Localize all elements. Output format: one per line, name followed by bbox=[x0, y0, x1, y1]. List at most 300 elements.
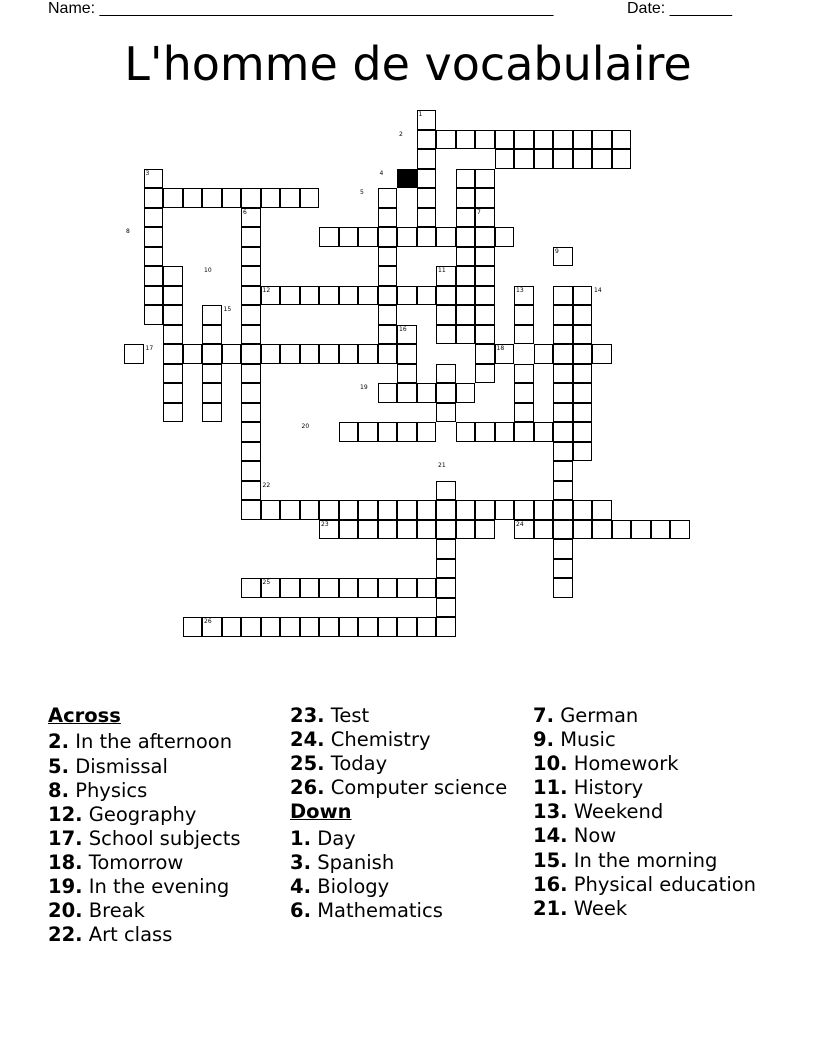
crossword-cell[interactable] bbox=[183, 617, 203, 637]
crossword-cell[interactable] bbox=[475, 130, 495, 150]
crossword-cell[interactable] bbox=[163, 266, 183, 286]
clue-number-23: 23 bbox=[321, 520, 329, 528]
crossword-cell[interactable] bbox=[339, 500, 359, 520]
clue-number-15: 15 bbox=[223, 306, 232, 313]
crossword-cell[interactable] bbox=[241, 227, 261, 247]
crossword-cell[interactable] bbox=[417, 149, 437, 169]
crossword-cell[interactable] bbox=[202, 383, 222, 403]
crossword-cell[interactable] bbox=[573, 520, 593, 540]
crossword-cell[interactable] bbox=[553, 364, 573, 384]
crossword-cell[interactable] bbox=[144, 169, 164, 189]
crossword-cell[interactable] bbox=[553, 539, 573, 559]
crossword-cell[interactable] bbox=[436, 266, 456, 286]
crossword-cell[interactable] bbox=[612, 149, 632, 169]
crossword-cell[interactable] bbox=[202, 325, 222, 345]
crossword-cell[interactable] bbox=[144, 286, 164, 306]
crossword-cell[interactable] bbox=[397, 286, 417, 306]
crossword-cell[interactable] bbox=[241, 208, 261, 228]
crossword-cell[interactable] bbox=[417, 520, 437, 540]
crossword-cell[interactable] bbox=[378, 286, 398, 306]
crossword-cell[interactable] bbox=[456, 247, 476, 267]
clue-number-5: 5 bbox=[360, 189, 364, 196]
crossword-cell[interactable] bbox=[456, 422, 476, 442]
crossword-cell[interactable] bbox=[397, 578, 417, 598]
crossword-cell[interactable] bbox=[241, 286, 261, 306]
crossword-cell[interactable] bbox=[573, 325, 593, 345]
clue-down-1: 1. Day bbox=[290, 826, 356, 850]
crossword-cell[interactable] bbox=[202, 188, 222, 208]
crossword-cell[interactable] bbox=[378, 266, 398, 286]
crossword-cell[interactable] bbox=[534, 344, 554, 364]
crossword-cell[interactable] bbox=[514, 520, 534, 540]
crossword-cell[interactable] bbox=[202, 344, 222, 364]
crossword-cell[interactable] bbox=[300, 344, 320, 364]
clue-number-6: 6 bbox=[243, 208, 247, 216]
crossword-cell[interactable] bbox=[592, 520, 612, 540]
clue-number-13: 13 bbox=[516, 286, 524, 294]
crossword-cell[interactable] bbox=[553, 461, 573, 481]
crossword-cell[interactable] bbox=[592, 500, 612, 520]
crossword-cell[interactable] bbox=[475, 286, 495, 306]
crossword-cell[interactable] bbox=[241, 617, 261, 637]
crossword-cell[interactable] bbox=[417, 617, 437, 637]
crossword-cell[interactable] bbox=[534, 520, 554, 540]
clue-number-20: 20 bbox=[301, 423, 310, 430]
clue-column-1 bbox=[48, 704, 280, 947]
clue-number-14: 14 bbox=[594, 286, 602, 294]
crossword-cell[interactable] bbox=[358, 344, 378, 364]
clue-down-14: 14. Now bbox=[533, 824, 617, 848]
clue-across-26: 26. Computer science bbox=[290, 776, 508, 800]
crossword-cell[interactable] bbox=[436, 305, 456, 325]
crossword-cell[interactable] bbox=[339, 422, 359, 442]
crossword-cell[interactable] bbox=[495, 344, 515, 364]
crossword-cell[interactable] bbox=[300, 500, 320, 520]
crossword-cell[interactable] bbox=[592, 130, 612, 150]
crossword-cell[interactable] bbox=[573, 149, 593, 169]
crossword-cell[interactable] bbox=[514, 130, 534, 150]
clue-down-3: 3. Spanish bbox=[290, 850, 395, 874]
clue-number-18: 18 bbox=[496, 345, 505, 352]
crossword-cell[interactable] bbox=[475, 266, 495, 286]
crossword-cell[interactable] bbox=[417, 208, 437, 228]
crossword-cell[interactable] bbox=[553, 149, 573, 169]
crossword-cell[interactable] bbox=[241, 442, 261, 462]
crossword-cell[interactable] bbox=[222, 617, 242, 637]
crossword-cell[interactable] bbox=[436, 325, 456, 345]
crossword-cell[interactable] bbox=[495, 149, 515, 169]
crossword-cell[interactable] bbox=[397, 364, 417, 384]
crossword-cell[interactable] bbox=[436, 286, 456, 306]
crossword-cell[interactable] bbox=[456, 520, 476, 540]
crossword-cell[interactable] bbox=[456, 227, 476, 247]
crossword-cell[interactable] bbox=[378, 617, 398, 637]
crossword-cell[interactable] bbox=[378, 422, 398, 442]
clue-number-1: 1 bbox=[418, 111, 423, 118]
crossword-cell[interactable] bbox=[163, 305, 183, 325]
crossword-cell[interactable] bbox=[319, 344, 339, 364]
crossword-cell[interactable] bbox=[397, 383, 417, 403]
crossword-cell[interactable] bbox=[417, 227, 437, 247]
crossword-cell[interactable] bbox=[378, 578, 398, 598]
crossword-cell[interactable] bbox=[475, 344, 495, 364]
crossword-cell[interactable] bbox=[319, 500, 339, 520]
crossword-cell[interactable] bbox=[651, 520, 671, 540]
crossword-cell[interactable] bbox=[397, 500, 417, 520]
crossword-cell[interactable] bbox=[456, 383, 476, 403]
crossword-cell[interactable] bbox=[163, 383, 183, 403]
crossword-cell[interactable] bbox=[553, 422, 573, 442]
crossword-cell[interactable] bbox=[222, 188, 242, 208]
crossword-cell[interactable] bbox=[358, 286, 378, 306]
crossword-cell[interactable] bbox=[553, 403, 573, 423]
crossword-cell[interactable] bbox=[378, 227, 398, 247]
crossword-cell[interactable] bbox=[339, 286, 359, 306]
crossword-cell[interactable] bbox=[456, 266, 476, 286]
name-field-label[interactable]: Name: ___________________________________________________ bbox=[48, 0, 554, 17]
crossword-cell[interactable] bbox=[553, 344, 573, 364]
clue-number-24: 24 bbox=[516, 520, 524, 528]
crossword-cell[interactable] bbox=[612, 130, 632, 150]
crossword-cell[interactable] bbox=[144, 266, 164, 286]
crossword-cell[interactable] bbox=[553, 559, 573, 579]
crossword-cell[interactable] bbox=[456, 500, 476, 520]
crossword-cell[interactable] bbox=[495, 227, 515, 247]
crossword-cell[interactable] bbox=[436, 578, 456, 598]
crossword-cell[interactable] bbox=[553, 286, 573, 306]
crossword-cell[interactable] bbox=[378, 383, 398, 403]
crossword-cell[interactable] bbox=[436, 539, 456, 559]
crossword-cell[interactable] bbox=[144, 188, 164, 208]
crossword-cell[interactable] bbox=[319, 227, 339, 247]
crossword-cell[interactable] bbox=[183, 188, 203, 208]
crossword-cell[interactable] bbox=[319, 520, 339, 540]
clue-number-8: 8 bbox=[126, 228, 130, 235]
page-title: L'homme de vocabulaire bbox=[124, 37, 692, 91]
crossword-cell[interactable] bbox=[417, 578, 437, 598]
crossword-cell[interactable] bbox=[475, 520, 495, 540]
crossword-cell[interactable] bbox=[144, 227, 164, 247]
crossword-cell[interactable] bbox=[553, 305, 573, 325]
clue-number-21: 21 bbox=[438, 462, 446, 469]
crossword-cell[interactable] bbox=[475, 169, 495, 189]
crossword-cell[interactable] bbox=[436, 403, 456, 423]
crossword-cell[interactable] bbox=[553, 481, 573, 501]
crossword-cell[interactable] bbox=[397, 422, 417, 442]
crossword-cell[interactable] bbox=[514, 286, 534, 306]
clue-down-9: 9. Music bbox=[533, 728, 616, 752]
crossword-cell[interactable] bbox=[436, 130, 456, 150]
crossword-cell[interactable] bbox=[378, 500, 398, 520]
crossword-cell[interactable] bbox=[592, 344, 612, 364]
crossword-cell[interactable] bbox=[241, 403, 261, 423]
crossword-cell[interactable] bbox=[378, 188, 398, 208]
crossword-cell[interactable] bbox=[475, 247, 495, 267]
clue-number-25: 25 bbox=[262, 579, 271, 586]
crossword-cell[interactable] bbox=[514, 383, 534, 403]
crossword-cell[interactable] bbox=[163, 364, 183, 384]
crossword-cell[interactable] bbox=[514, 500, 534, 520]
clue-number-12: 12 bbox=[262, 286, 271, 294]
crossword-cell[interactable] bbox=[495, 130, 515, 150]
crossword-cell[interactable] bbox=[397, 617, 417, 637]
crossword-cell[interactable] bbox=[358, 227, 378, 247]
crossword-cell[interactable] bbox=[280, 344, 300, 364]
crossword-cell[interactable] bbox=[417, 169, 437, 189]
crossword-cell[interactable] bbox=[495, 500, 515, 520]
crossword-cell[interactable] bbox=[456, 286, 476, 306]
crossword-cell[interactable] bbox=[144, 208, 164, 228]
crossword-cell[interactable] bbox=[202, 617, 222, 637]
crossword-cell[interactable] bbox=[573, 422, 593, 442]
date-field-label[interactable]: Date: _______ bbox=[627, 0, 732, 17]
crossword-cell[interactable] bbox=[456, 169, 476, 189]
crossword-cell[interactable] bbox=[358, 500, 378, 520]
clue-number-2: 2 bbox=[399, 130, 403, 138]
crossword-cell[interactable] bbox=[280, 617, 300, 637]
crossword-cell[interactable] bbox=[436, 617, 456, 637]
crossword-cell[interactable] bbox=[534, 422, 554, 442]
crossword-cell[interactable] bbox=[514, 149, 534, 169]
clue-down-15: 15. In the morning bbox=[533, 848, 718, 872]
crossword-cell[interactable] bbox=[144, 305, 164, 325]
crossword-cell[interactable] bbox=[378, 305, 398, 325]
crossword-cell[interactable] bbox=[436, 481, 456, 501]
clue-across-17: 17. School subjects bbox=[48, 826, 241, 850]
crossword-cell[interactable] bbox=[261, 286, 281, 306]
crossword-black-cell bbox=[397, 169, 417, 189]
crossword-cell[interactable] bbox=[514, 305, 534, 325]
crossword-cell[interactable] bbox=[553, 130, 573, 150]
crossword-cell[interactable] bbox=[553, 383, 573, 403]
across-heading: Across bbox=[48, 704, 121, 727]
crossword-cell[interactable] bbox=[378, 344, 398, 364]
crossword-cell[interactable] bbox=[397, 520, 417, 540]
crossword-cell[interactable] bbox=[573, 403, 593, 423]
crossword-cell[interactable] bbox=[339, 344, 359, 364]
crossword-cell[interactable] bbox=[573, 500, 593, 520]
crossword-cell[interactable] bbox=[339, 520, 359, 540]
crossword-cell[interactable] bbox=[124, 344, 144, 364]
crossword-cell[interactable] bbox=[475, 208, 495, 228]
crossword-cell[interactable] bbox=[573, 442, 593, 462]
down-heading: Down bbox=[290, 800, 352, 824]
crossword-cell[interactable] bbox=[261, 188, 281, 208]
clue-number-7: 7 bbox=[477, 208, 481, 216]
crossword-cell[interactable] bbox=[514, 325, 534, 345]
crossword-cell[interactable] bbox=[163, 286, 183, 306]
clue-across-22: 22. Art class bbox=[48, 923, 173, 947]
clue-across-23: 23. Test bbox=[290, 704, 370, 727]
crossword-cell[interactable] bbox=[456, 305, 476, 325]
crossword-cell[interactable] bbox=[358, 520, 378, 540]
crossword-cell[interactable] bbox=[183, 344, 203, 364]
crossword-cell[interactable] bbox=[300, 617, 320, 637]
crossword-cell[interactable] bbox=[592, 149, 612, 169]
crossword-cell[interactable] bbox=[475, 500, 495, 520]
crossword-cell[interactable] bbox=[241, 247, 261, 267]
clue-number-4: 4 bbox=[379, 169, 384, 177]
crossword-cell[interactable] bbox=[436, 500, 456, 520]
clue-number-3: 3 bbox=[145, 169, 150, 177]
crossword-cell[interactable] bbox=[514, 403, 534, 423]
crossword-cell[interactable] bbox=[300, 188, 320, 208]
clue-number-19: 19 bbox=[360, 384, 368, 391]
crossword-cell[interactable] bbox=[417, 422, 437, 442]
crossword-cell[interactable] bbox=[553, 500, 573, 520]
crossword-cell[interactable] bbox=[456, 325, 476, 345]
crossword-cell[interactable] bbox=[612, 520, 632, 540]
crossword-cell[interactable] bbox=[553, 325, 573, 345]
crossword-cell[interactable] bbox=[475, 188, 495, 208]
crossword-cell[interactable] bbox=[339, 617, 359, 637]
crossword-cell[interactable] bbox=[280, 188, 300, 208]
crossword-cell[interactable] bbox=[397, 325, 417, 345]
crossword-cell[interactable] bbox=[339, 227, 359, 247]
crossword-cell[interactable] bbox=[300, 286, 320, 306]
clue-across-20: 20. Break bbox=[48, 899, 145, 923]
crossword-cell[interactable] bbox=[163, 188, 183, 208]
crossword-cell[interactable] bbox=[202, 403, 222, 423]
crossword-cell[interactable] bbox=[534, 500, 554, 520]
crossword-cell[interactable] bbox=[241, 383, 261, 403]
crossword-cell[interactable] bbox=[358, 422, 378, 442]
crossword-cell[interactable] bbox=[339, 578, 359, 598]
clue-across-12: 12. Geography bbox=[48, 802, 197, 826]
clue-down-7: 7. German bbox=[533, 704, 639, 727]
crossword-cell[interactable] bbox=[163, 403, 183, 423]
crossword-cell[interactable] bbox=[241, 500, 261, 520]
clue-across-18: 18. Tomorrow bbox=[48, 850, 184, 874]
crossword-cell[interactable] bbox=[358, 617, 378, 637]
crossword-cell[interactable] bbox=[573, 344, 593, 364]
clue-across-25: 25. Today bbox=[290, 752, 388, 776]
clue-number-11: 11 bbox=[438, 267, 446, 274]
crossword-cell[interactable] bbox=[417, 286, 437, 306]
crossword-cell[interactable] bbox=[573, 364, 593, 384]
crossword-cell[interactable] bbox=[241, 266, 261, 286]
crossword-cell[interactable] bbox=[436, 383, 456, 403]
crossword-cell[interactable] bbox=[261, 578, 281, 598]
crossword-cell[interactable] bbox=[573, 130, 593, 150]
crossword-cell[interactable] bbox=[378, 325, 398, 345]
clue-down-21: 21. Week bbox=[533, 896, 628, 920]
crossword-cell[interactable] bbox=[553, 442, 573, 462]
crossword-cell[interactable] bbox=[475, 305, 495, 325]
clue-column-2 bbox=[290, 704, 526, 923]
crossword-cell[interactable] bbox=[280, 286, 300, 306]
crossword-cell[interactable] bbox=[241, 305, 261, 325]
crossword-cell[interactable] bbox=[436, 227, 456, 247]
crossword-cell[interactable] bbox=[241, 188, 261, 208]
crossword-cell[interactable] bbox=[261, 344, 281, 364]
clue-down-11: 11. History bbox=[533, 776, 644, 800]
crossword-cell[interactable] bbox=[514, 422, 534, 442]
crossword-cell[interactable] bbox=[202, 305, 222, 325]
crossword-cell[interactable] bbox=[456, 208, 476, 228]
crossword-cell[interactable] bbox=[631, 520, 651, 540]
clue-across-19: 19. In the evening bbox=[48, 874, 230, 898]
crossword-cell[interactable] bbox=[436, 364, 456, 384]
crossword-cell[interactable] bbox=[534, 130, 554, 150]
crossword-cell[interactable] bbox=[417, 110, 437, 130]
clue-across-24: 24. Chemistry bbox=[290, 728, 431, 752]
clue-across-2: 2. In the afternoon bbox=[48, 730, 233, 754]
crossword-cell[interactable] bbox=[300, 578, 320, 598]
crossword-cell[interactable] bbox=[436, 559, 456, 579]
crossword-cell[interactable] bbox=[144, 247, 164, 267]
clue-down-16: 16. Physical education bbox=[533, 872, 757, 896]
crossword-cell[interactable] bbox=[573, 286, 593, 306]
clue-number-26: 26 bbox=[204, 618, 212, 625]
crossword-cell[interactable] bbox=[475, 325, 495, 345]
crossword-cell[interactable] bbox=[378, 520, 398, 540]
crossword-cell[interactable] bbox=[319, 617, 339, 637]
crossword-cell[interactable] bbox=[495, 422, 515, 442]
crossword-cell[interactable] bbox=[475, 364, 495, 384]
crossword-cell[interactable] bbox=[241, 364, 261, 384]
clue-across-8: 8. Physics bbox=[48, 778, 148, 802]
crossword-cell[interactable] bbox=[553, 520, 573, 540]
crossword-cell[interactable] bbox=[163, 325, 183, 345]
crossword-cell[interactable] bbox=[573, 383, 593, 403]
crossword-cell[interactable] bbox=[280, 500, 300, 520]
crossword-cell[interactable] bbox=[319, 578, 339, 598]
clue-down-10: 10. Homework bbox=[533, 752, 679, 776]
crossword-cell[interactable] bbox=[475, 422, 495, 442]
crossword-cell[interactable] bbox=[280, 578, 300, 598]
crossword-cell[interactable] bbox=[475, 227, 495, 247]
crossword-cell[interactable] bbox=[202, 364, 222, 384]
crossword-cell[interactable] bbox=[241, 578, 261, 598]
crossword-cell[interactable] bbox=[397, 227, 417, 247]
crossword-cell[interactable] bbox=[397, 344, 417, 364]
crossword-cell[interactable] bbox=[553, 578, 573, 598]
crossword-cell[interactable] bbox=[417, 500, 437, 520]
crossword-cell[interactable] bbox=[573, 305, 593, 325]
clue-number-10: 10 bbox=[204, 267, 212, 274]
crossword-cell[interactable] bbox=[417, 383, 437, 403]
crossword-cell[interactable] bbox=[261, 500, 281, 520]
crossword-cell[interactable] bbox=[436, 598, 456, 618]
crossword-cell[interactable] bbox=[436, 520, 456, 540]
crossword-cell[interactable] bbox=[241, 422, 261, 442]
crossword-cell[interactable] bbox=[241, 481, 261, 501]
crossword-cell[interactable] bbox=[319, 286, 339, 306]
crossword-cell[interactable] bbox=[456, 188, 476, 208]
crossword-cell[interactable] bbox=[163, 344, 183, 364]
crossword-cell[interactable] bbox=[670, 520, 690, 540]
crossword-cell[interactable] bbox=[241, 461, 261, 481]
crossword-cell[interactable] bbox=[378, 208, 398, 228]
crossword-cell[interactable] bbox=[417, 130, 437, 150]
clue-column-3 bbox=[533, 704, 769, 921]
crossword-cell[interactable] bbox=[534, 149, 554, 169]
crossword-cell[interactable] bbox=[456, 130, 476, 150]
crossword-cell[interactable] bbox=[358, 578, 378, 598]
crossword-cell[interactable] bbox=[222, 344, 242, 364]
crossword-cell[interactable] bbox=[417, 188, 437, 208]
crossword-cell[interactable] bbox=[514, 364, 534, 384]
crossword-cell[interactable] bbox=[378, 247, 398, 267]
clue-number-16: 16 bbox=[399, 325, 407, 333]
crossword-cell[interactable] bbox=[241, 344, 261, 364]
clue-number-17: 17 bbox=[145, 345, 154, 352]
crossword-cell[interactable] bbox=[241, 325, 261, 345]
crossword-cell[interactable] bbox=[261, 617, 281, 637]
crossword-cell[interactable] bbox=[553, 247, 573, 267]
clue-across-5: 5. Dismissal bbox=[48, 754, 168, 778]
